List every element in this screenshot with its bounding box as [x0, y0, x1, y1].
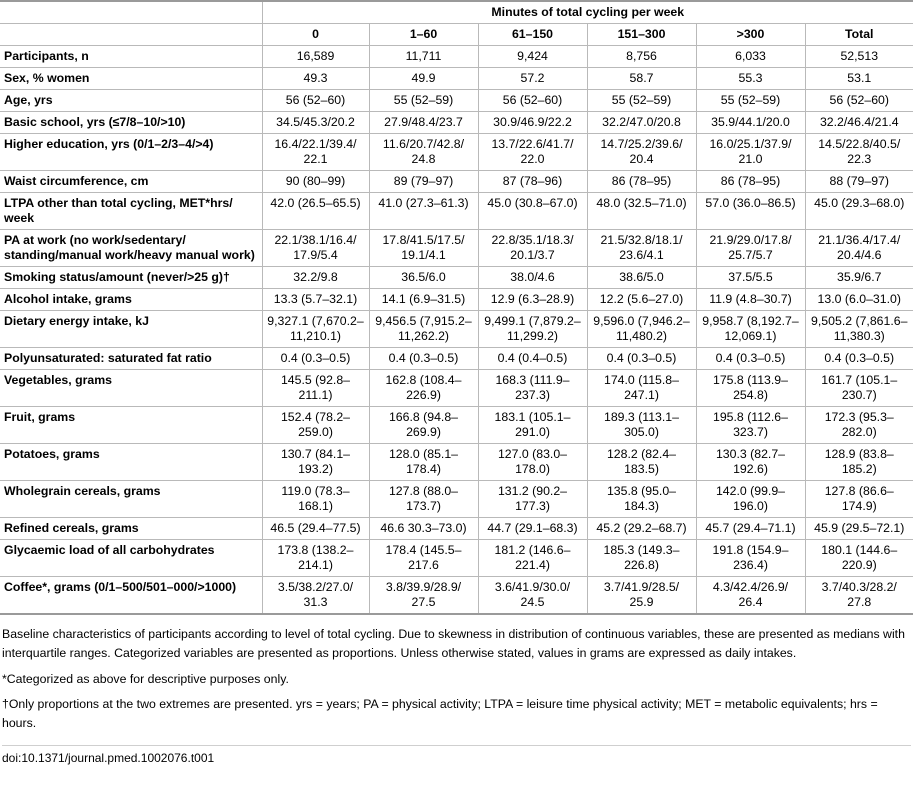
table-cell: 130.7 (84.1– 193.2) — [262, 444, 369, 481]
column-header: 61–150 — [478, 24, 587, 46]
table-cell: 44.7 (29.1–68.3) — [478, 518, 587, 540]
table-cell: 56 (52–60) — [805, 90, 913, 112]
table-cell: 14.5/22.8/40.5/ 22.3 — [805, 134, 913, 171]
table-cell: 181.2 (146.6– 221.4) — [478, 540, 587, 577]
table-cell: 13.0 (6.0–31.0) — [805, 289, 913, 311]
table-cell: 9,424 — [478, 46, 587, 68]
column-header: Total — [805, 24, 913, 46]
table-cell: 3.5/38.2/27.0/ 31.3 — [262, 577, 369, 615]
table-cell: 189.3 (113.1– 305.0) — [587, 407, 696, 444]
table-row — [0, 134, 913, 171]
column-header: 1–60 — [369, 24, 478, 46]
table-cell: 166.8 (94.8– 269.9) — [369, 407, 478, 444]
table-cell: 0.4 (0.3–0.5) — [696, 348, 805, 370]
table-cell: 0.4 (0.3–0.5) — [587, 348, 696, 370]
table-row — [0, 348, 913, 370]
table-cell: 55 (52–59) — [587, 90, 696, 112]
table-cell: 16,589 — [262, 46, 369, 68]
table-row — [0, 289, 913, 311]
table-row — [0, 370, 913, 407]
table-cell: 35.9/6.7 — [805, 267, 913, 289]
table-cell: 127.0 (83.0– 178.0) — [478, 444, 587, 481]
table-cell: 6,033 — [696, 46, 805, 68]
table-cell: 57.2 — [478, 68, 587, 90]
table-caption: Baseline characteristics of participants according to level of total cycling. Due to skewness in distribution of continuous variables, these are presented as medians with interquartile ranges. Categorized variables are presented as proportions. Unless otherwise stated, values in grams are expressed as daily intakes. — [2, 627, 905, 660]
table-cell: 38.6/5.0 — [587, 267, 696, 289]
table-cell: 34.5/45.3/20.2 — [262, 112, 369, 134]
table-cell: 11.9 (4.8–30.7) — [696, 289, 805, 311]
table-cell: 0.4 (0.4–0.5) — [478, 348, 587, 370]
table-cell: 49.3 — [262, 68, 369, 90]
table-cell: 52,513 — [805, 46, 913, 68]
footnote-proportions: †Only proportions at the two extremes are presented. yrs = years; PA = physical activity; LTPA = leisure time physical activity; MET = metabolic equivalents; hrs = hours. — [2, 697, 878, 730]
table-cell: 9,327.1 (7,670.2– 11,210.1) — [262, 311, 369, 348]
table-cell: 3.8/39.9/28.9/ 27.5 — [369, 577, 478, 615]
table-cell: 16.4/22.1/39.4/ 22.1 — [262, 134, 369, 171]
table-row — [0, 230, 913, 267]
table-row — [0, 518, 913, 540]
table-cell: 13.3 (5.7–32.1) — [262, 289, 369, 311]
table-cell: 53.1 — [805, 68, 913, 90]
row-label: Wholegrain cereals, grams — [0, 481, 262, 518]
table-cell: 0.4 (0.3–0.5) — [262, 348, 369, 370]
table-cell: 174.0 (115.8– 247.1) — [587, 370, 696, 407]
table-cell: 130.3 (82.7– 192.6) — [696, 444, 805, 481]
row-label: Participants, n — [0, 46, 262, 68]
table-cell: 22.8/35.1/18.3/ 20.1/3.7 — [478, 230, 587, 267]
column-header: >300 — [696, 24, 805, 46]
table-row — [0, 577, 913, 615]
table-cell: 12.2 (5.6–27.0) — [587, 289, 696, 311]
row-label: Dietary energy intake, kJ — [0, 311, 262, 348]
table-cell: 86 (78–95) — [696, 171, 805, 193]
table-cell: 37.5/5.5 — [696, 267, 805, 289]
table-cell: 127.8 (86.6– 174.9) — [805, 481, 913, 518]
row-label: Age, yrs — [0, 90, 262, 112]
table-cell: 185.3 (149.3– 226.8) — [587, 540, 696, 577]
table-cell: 195.8 (112.6– 323.7) — [696, 407, 805, 444]
table-cell: 57.0 (36.0–86.5) — [696, 193, 805, 230]
table-cell: 55.3 — [696, 68, 805, 90]
row-label: PA at work (no work/sedentary/ standing/manual work/heavy manual work) — [0, 230, 262, 267]
table-cell: 55 (52–59) — [696, 90, 805, 112]
table-cell: 17.8/41.5/17.5/ 19.1/4.1 — [369, 230, 478, 267]
table-footnotes — [0, 625, 913, 768]
row-label: Sex, % women — [0, 68, 262, 90]
table-body — [0, 46, 913, 615]
table-cell: 46.5 (29.4–77.5) — [262, 518, 369, 540]
table-row — [0, 90, 913, 112]
table-cell: 58.7 — [587, 68, 696, 90]
table-cell: 27.9/48.4/23.7 — [369, 112, 478, 134]
table-cell: 56 (52–60) — [478, 90, 587, 112]
row-label: Glycaemic load of all carbohydrates — [0, 540, 262, 577]
row-label: Higher education, yrs (0/1–2/3–4/>4) — [0, 134, 262, 171]
table-row — [0, 267, 913, 289]
table-cell: 21.1/36.4/17.4/ 20.4/4.6 — [805, 230, 913, 267]
table-cell: 180.1 (144.6– 220.9) — [805, 540, 913, 577]
table-cell: 183.1 (105.1– 291.0) — [478, 407, 587, 444]
column-header-row — [0, 24, 913, 46]
group-header-row — [0, 1, 913, 24]
table-cell: 21.5/32.8/18.1/ 23.6/4.1 — [587, 230, 696, 267]
row-label: Polyunsaturated: saturated fat ratio — [0, 348, 262, 370]
table-cell: 14.1 (6.9–31.5) — [369, 289, 478, 311]
row-label: Basic school, yrs (≤7/8–10/>10) — [0, 112, 262, 134]
table-cell: 8,756 — [587, 46, 696, 68]
table-cell: 45.2 (29.2–68.7) — [587, 518, 696, 540]
table-cell: 45.0 (29.3–68.0) — [805, 193, 913, 230]
table-cell: 56 (52–60) — [262, 90, 369, 112]
table-cell: 9,596.0 (7,946.2– 11,480.2) — [587, 311, 696, 348]
table-row — [0, 46, 913, 68]
table-cell: 32.2/9.8 — [262, 267, 369, 289]
header-label-cell — [0, 24, 262, 46]
table-cell: 178.4 (145.5– 217.6 — [369, 540, 478, 577]
row-label: LTPA other than total cycling, MET*hrs/ week — [0, 193, 262, 230]
table-row — [0, 540, 913, 577]
table-cell: 13.7/22.6/41.7/ 22.0 — [478, 134, 587, 171]
table-cell: 16.0/25.1/37.9/ 21.0 — [696, 134, 805, 171]
table-cell: 172.3 (95.3– 282.0) — [805, 407, 913, 444]
table-cell: 9,505.2 (7,861.6– 11,380.3) — [805, 311, 913, 348]
row-label: Alcohol intake, grams — [0, 289, 262, 311]
row-label: Potatoes, grams — [0, 444, 262, 481]
table-cell: 9,456.5 (7,915.2– 11,262.2) — [369, 311, 478, 348]
table-cell: 152.4 (78.2– 259.0) — [262, 407, 369, 444]
table-cell: 22.1/38.1/16.4/ 17.9/5.4 — [262, 230, 369, 267]
footnote-coffee: *Categorized as above for descriptive purposes only. — [2, 672, 289, 686]
table-cell: 12.9 (6.3–28.9) — [478, 289, 587, 311]
table-cell: 3.7/40.3/28.2/ 27.8 — [805, 577, 913, 615]
table-cell: 35.9/44.1/20.0 — [696, 112, 805, 134]
table-cell: 48.0 (32.5–71.0) — [587, 193, 696, 230]
row-label: Fruit, grams — [0, 407, 262, 444]
table-cell: 128.9 (83.8– 185.2) — [805, 444, 913, 481]
row-label: Refined cereals, grams — [0, 518, 262, 540]
row-label: Vegetables, grams — [0, 370, 262, 407]
table-cell: 0.4 (0.3–0.5) — [805, 348, 913, 370]
table-cell: 161.7 (105.1– 230.7) — [805, 370, 913, 407]
table-cell: 0.4 (0.3–0.5) — [369, 348, 478, 370]
table-cell: 127.8 (88.0– 173.7) — [369, 481, 478, 518]
table-row — [0, 193, 913, 230]
table-cell: 45.9 (29.5–72.1) — [805, 518, 913, 540]
table-cell: 32.2/46.4/21.4 — [805, 112, 913, 134]
table-cell: 142.0 (99.9– 196.0) — [696, 481, 805, 518]
group-header: Minutes of total cycling per week — [262, 1, 913, 24]
table-cell: 42.0 (26.5–65.5) — [262, 193, 369, 230]
table-cell: 45.7 (29.4–71.1) — [696, 518, 805, 540]
table-cell: 173.8 (138.2– 214.1) — [262, 540, 369, 577]
row-label: Waist circumference, cm — [0, 171, 262, 193]
table-row — [0, 171, 913, 193]
table-cell: 131.2 (90.2– 177.3) — [478, 481, 587, 518]
table-row — [0, 481, 913, 518]
table-cell: 168.3 (111.9– 237.3) — [478, 370, 587, 407]
table-cell: 128.2 (82.4– 183.5) — [587, 444, 696, 481]
table-cell: 135.8 (95.0– 184.3) — [587, 481, 696, 518]
table-cell: 191.8 (154.9– 236.4) — [696, 540, 805, 577]
table-cell: 119.0 (78.3– 168.1) — [262, 481, 369, 518]
table-cell: 46.6 30.3–73.0) — [369, 518, 478, 540]
table-cell: 9,499.1 (7,879.2– 11,299.2) — [478, 311, 587, 348]
table-cell: 162.8 (108.4– 226.9) — [369, 370, 478, 407]
table-cell: 41.0 (27.3–61.3) — [369, 193, 478, 230]
table-row — [0, 311, 913, 348]
header-blank-cell — [0, 1, 262, 24]
table-cell: 49.9 — [369, 68, 478, 90]
row-label: Smoking status/amount (never/>25 g)† — [0, 267, 262, 289]
table-cell: 175.8 (113.9– 254.8) — [696, 370, 805, 407]
table-cell: 30.9/46.9/22.2 — [478, 112, 587, 134]
table-cell: 128.0 (85.1– 178.4) — [369, 444, 478, 481]
column-header: 0 — [262, 24, 369, 46]
table-cell: 55 (52–59) — [369, 90, 478, 112]
table-row — [0, 112, 913, 134]
table-cell: 11,711 — [369, 46, 478, 68]
table-cell: 11.6/20.7/42.8/ 24.8 — [369, 134, 478, 171]
table-cell: 145.5 (92.8– 211.1) — [262, 370, 369, 407]
table-cell: 36.5/6.0 — [369, 267, 478, 289]
table-cell: 32.2/47.0/20.8 — [587, 112, 696, 134]
table-cell: 14.7/25.2/39.6/ 20.4 — [587, 134, 696, 171]
table-row — [0, 444, 913, 481]
table-cell: 4.3/42.4/26.9/ 26.4 — [696, 577, 805, 615]
table-cell: 38.0/4.6 — [478, 267, 587, 289]
table-cell: 3.6/41.9/30.0/ 24.5 — [478, 577, 587, 615]
row-label: Coffee*, grams (0/1–500/501–000/>1000) — [0, 577, 262, 615]
table-cell: 9,958.7 (8,192.7– 12,069.1) — [696, 311, 805, 348]
table-cell: 87 (78–96) — [478, 171, 587, 193]
doi-reference: doi:10.1371/journal.pmed.1002076.t001 — [2, 745, 911, 768]
column-header: 151–300 — [587, 24, 696, 46]
table-cell: 88 (79–97) — [805, 171, 913, 193]
table-row — [0, 68, 913, 90]
table-row — [0, 407, 913, 444]
table-cell: 90 (80–99) — [262, 171, 369, 193]
table-cell: 3.7/41.9/28.5/ 25.9 — [587, 577, 696, 615]
table-cell: 89 (79–97) — [369, 171, 478, 193]
table-cell: 45.0 (30.8–67.0) — [478, 193, 587, 230]
table-cell: 86 (78–95) — [587, 171, 696, 193]
table-cell: 21.9/29.0/17.8/ 25.7/5.7 — [696, 230, 805, 267]
